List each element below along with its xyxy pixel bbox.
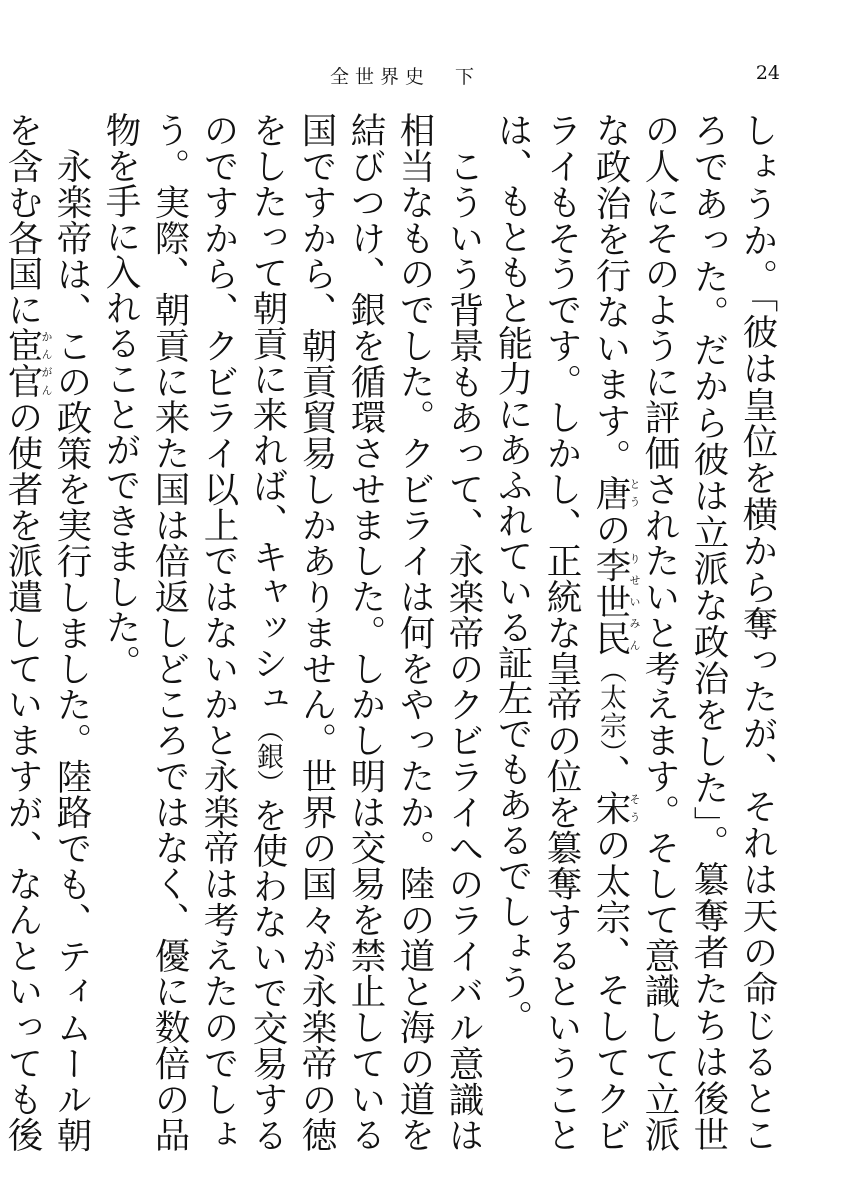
- paragraph-3-text-a: 永楽帝は、この政策を実行しました。陸路でも、ティムール朝を含む各国に: [2, 112, 92, 1152]
- page-number: 24: [755, 62, 780, 84]
- paragraph-1-text-b: 、: [590, 753, 631, 791]
- paragraph-2-text-a: こういう背景もあって、永楽帝のクビライへのライバル意識は相当なものでした。クビライは何をやったか。陸の道と海の道を結びつけ、銀を循環させました。しかし明は交易を禁止している国ですから、朝貢貿易しかありません。世界の国々が永楽帝の徳をしたって朝貢に来れば、キャッシュ: [247, 112, 484, 1152]
- ruby-eunuch: 宦官かんがん: [2, 327, 53, 399]
- ruby-tang: 唐とう: [590, 474, 641, 512]
- paragraph-1-text-c: 、そしてクビライもそうです。しかし、正統な皇帝の位を簒奪するということは、もともと能力にあふれている証左でもあるでしょう。: [492, 112, 631, 1153]
- ruby-li-shimin: 李世民りせいみん: [590, 547, 641, 657]
- paragraph-3: [0, 112, 96, 1152]
- paragraph-1-text-a: しょうか。「彼は皇位を横から奪ったが、それは天の命じるところであった。だから彼は立派な政治をした」。簒奪者たちは後世の人にそのように評価されたいと考えます。そして意識して立派な政治を行ないます。: [590, 112, 778, 1152]
- silver-paren: （銀）: [252, 715, 283, 797]
- ruby-song: 宋そう: [590, 790, 641, 827]
- book-body: [2, 112, 782, 1153]
- paragraph-1: しょうか。「彼は皇位を横から奪ったが、それは天の命じるところであった。だから彼は立派な政治をした」。簒奪者たちは後世の人にそのように評価されたいと考えます。そして意識して立派な政治を行ないます。唐とうの李世民りせいみん（太宗）、宋そうの太宗、そしてクビライもそうです。しかし、正統な皇帝の位を簒奪するということは、もともと能力にあふれている証左でもあるでしょう。: [492, 112, 778, 1153]
- taiso-paren: （太宗）: [595, 656, 626, 754]
- running-header: 全世界史 下: [330, 66, 481, 88]
- song-taizong-text: の太宗: [590, 826, 631, 936]
- paragraph-2-text-b: を使わないで交易するのですから、クビライ以上ではないかと永楽帝は考えたのでしょう。実際、朝貢に来た国は倍返しどころではなく、優に数倍の品物を手に入れることができました。: [100, 112, 288, 1153]
- paragraph-2: [96, 112, 488, 1152]
- paragraph-3-text-b: の使者を派遣していますが、なんといっても後: [2, 399, 43, 1152]
